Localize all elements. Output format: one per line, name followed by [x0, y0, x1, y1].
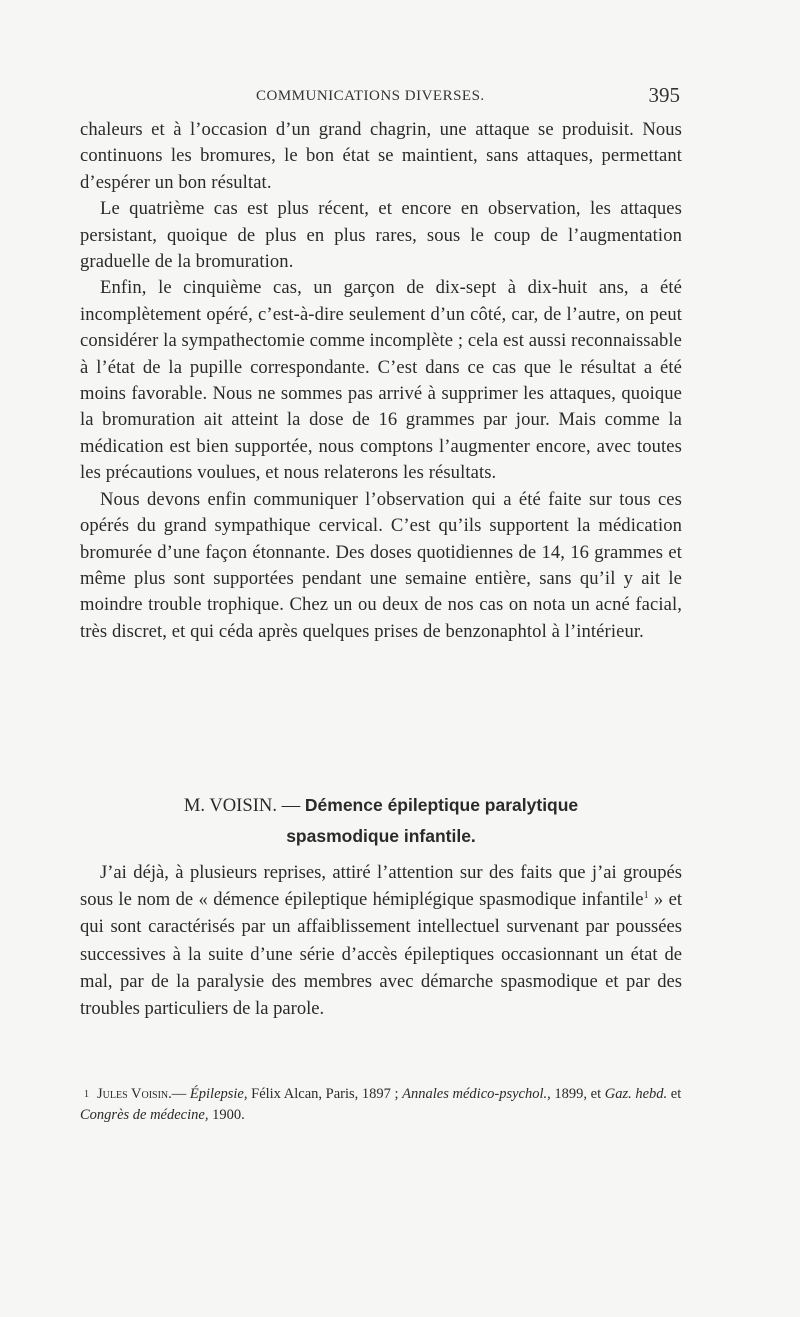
footnote-author: Jules Voisin.—	[97, 1086, 187, 1102]
footnote-year-2: 1900.	[208, 1107, 245, 1123]
section-body	[80, 859, 682, 1022]
paragraph: chaleurs et à l’occasion d’un grand chagrin, une attaque se produisit. Nous continuons les bromures, le bon état se maintient, sans attaques, permettant d’espérer un bon résultat.	[80, 119, 682, 193]
section-title-part1: Démence épileptique paralytique	[304, 795, 579, 815]
section-heading-line1	[80, 790, 682, 821]
body-text	[80, 117, 682, 645]
footnote-reference: 1	[643, 890, 649, 902]
paragraph: Le quatrième cas est plus récent, et encore en observation, les attaques persistant, quoique de plus en plus rares, sous le coup de l’augmentation graduelle de la bromuration.	[80, 198, 682, 273]
paragraph: Nous devons enfin communiquer l’observation qui a été faite sur tous ces opérés du grand sympathique cervical. C’est qu’ils supportent la médication bromurée d’une façon étonnante. Des doses quotidiennes de 14, 16 grammes et même plus sont supportées pendant une semaine entière, sans qu’il y ait le moindre trouble trophique. Chez un ou deux de nos cas on nota un acné facial, très discret, et qui céda après quelques prises de benzonaphtol à l’intérieur.	[80, 488, 682, 642]
footnote-journal-2: Gaz. hebd.	[604, 1086, 668, 1102]
footnote-journal-3: Congrès de médecine,	[80, 1107, 209, 1123]
section-paragraph-text-before-note: J’ai déjà, à plusieurs reprises, attiré l’attention sur des faits que j’ai groupés sous le nom de « démence épileptique hémiplégique spasmodique infantile	[80, 862, 682, 911]
section-paragraph	[80, 859, 682, 1022]
footnote	[80, 1084, 682, 1126]
footnote-and: et	[667, 1086, 682, 1102]
footnote-mark: 1	[84, 1089, 89, 1100]
running-title: COMMUNICATIONS DIVERSES.	[256, 88, 485, 104]
paragraph: Enfin, le cinquième cas, un garçon de dix-sept à dix-huit ans, a été incomplètement opéré, c’est-à-dire seulement d’un côté, car, de l’autre, on peut considérer la sympathectomie comme incomplète ; cela est aussi reconnaissable à l’état de la pupille correspondante. C’est dans ce cas que le résultat a été moins favorable. Nous ne sommes pas arrivé à supprimer les attaques, quoique la bromuration ait atteint la dose de 16 grammes par jour. Mais comme la médication est bien supportée, nous comptons l’augmenter encore, avec toutes les précautions voulues, et nous relaterons les résultats.	[80, 277, 682, 484]
section-title-part2: spasmodique infantile.	[286, 826, 476, 846]
footnote-work: Épilepsie,	[189, 1086, 248, 1102]
section-paragraph-text-after-note: » et qui sont caractérisés par un affaiblissement intellectuel survenant par poussées successives à la suite d’une série d’accès épileptiques occasionnant un état de mal, par de la paralysie des membres avec démarche spasmodique et par des troubles particuliers de la parole.	[80, 889, 682, 1020]
running-head	[80, 83, 680, 112]
section-author: M. VOISIN. —	[183, 795, 301, 816]
section-heading-line2	[80, 821, 682, 852]
section-heading	[80, 790, 682, 852]
footnote-year-1: 1899, et	[550, 1086, 605, 1102]
footnote-journal-1: Annales médico-psychol.,	[402, 1086, 551, 1102]
page-number: 395	[648, 83, 680, 107]
footnote-publisher: Félix Alcan, Paris, 1897 ;	[247, 1086, 403, 1102]
